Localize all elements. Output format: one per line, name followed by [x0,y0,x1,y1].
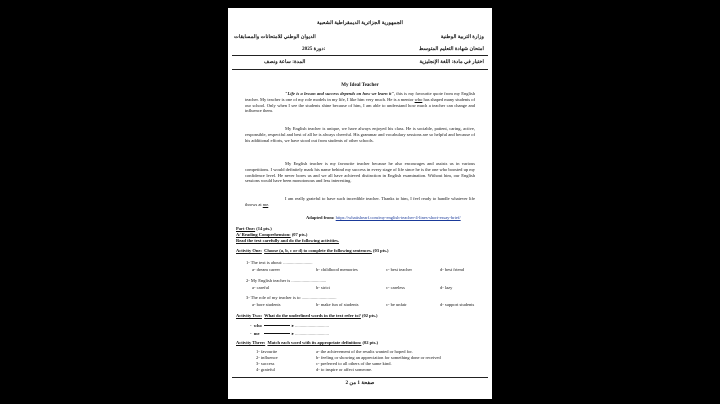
arrow-icon [264,333,290,334]
activity-two-points: (02 pts.) [361,313,378,318]
arrow-icon [264,325,290,326]
section-a-points: (07 pts.) [291,232,308,237]
source [306,215,461,220]
question-3 [246,295,337,300]
q3-option-b: b- make fun of students [316,302,359,307]
match-word-4: 4- grateful [256,367,275,372]
activity-three-heading [236,340,378,345]
match-word-1: 1- favourite [256,349,278,354]
quote: "Life is a lesson and success depends on how we learn it" [285,91,394,96]
match-word-2: 2- influence [256,355,278,360]
exam-page [228,8,492,399]
reference-answer: .............................. [295,331,329,336]
q2-option-b: b- strict [316,285,330,290]
exam-subject: اختبار في مادة: اللغة الإنجليزية [419,59,484,65]
session-year: 2025 [302,46,313,52]
reading-comprehension-heading [236,232,307,237]
page-number: صفحة 1 من 2 [345,380,375,386]
activity-three-points: (02 pts.) [362,340,378,345]
question-stem: The text is about: .......................... [250,260,313,265]
question-number: 1- [246,260,250,265]
reference-answer: .............................. [295,323,329,328]
q1-option-d: d- best friend [440,267,464,272]
match-definition-c: c- preferred to all others of the same kind. [316,361,392,366]
q2-option-c: c- careless [386,285,405,290]
underlined-me: me [262,201,269,207]
footer-divider [232,377,488,378]
question-number: 2- [246,278,250,283]
source-link[interactable]: https://whatishearf.com/my-english-teacher-4-lines-short-essay-brief/ [335,215,461,220]
session-label [302,46,325,52]
exam-office: الديوان الوطني للامتحانات والمسابقات [234,34,316,40]
match-word-3: 3- success [256,361,275,366]
p2-text: My English teacher is unique, we have always enjoyed his class. He is sociable, patient, caring, active, responsible, respectful and best of all he is always cheerful. His grammar and vocabulary sessions are so helpful and because of his additional efforts, we have stood out from students of other schools. [245,126,475,143]
activity-two-instruction: What do the underlined words in the text refer to? [264,313,361,318]
exam-duration: المدة: ساعة ونصف [264,59,306,65]
q3-option-d: d- support students [440,302,475,307]
p1-text: , this is my favourite quote from my English teacher. My teacher is one of my role models in my life, I like him very much. He is a mentor who has shaped many students of our school. Only when I see the students shine because of him, I am able to understand how much a teacher can change and influence them. [245,91,475,114]
reference-word: me [253,331,260,336]
section-a-label: A/ Reading Comprehension: [236,232,291,237]
activity-one-heading [236,248,389,253]
reference-item-me: - me ▸ .............................. [250,331,329,336]
paragraph-1 [245,91,475,114]
reference-word: who [253,323,262,328]
ministry-name: وزارة التربية الوطنية [440,34,484,40]
p4-text: I am really grateful to have such incredible teacher. Thanks to him, I feel ready to handle whatever life throws at [245,196,475,207]
p3-text: My English teacher is my favourite teacher because he also encourages and assists us in various competitions. I would definitely mark his name behind my success in every stage of life since he is the one who boosted up my confidence level. He never bores us and we all have achieved distinction in English examination. Without him, our English sessions would have been monotonous and less interesting. [245,161,475,184]
q3-option-a: a- bore students [252,302,281,307]
part-one-heading [236,226,272,231]
part-one-label: Part One: [236,226,256,231]
paragraph-3 [245,161,475,184]
header-divider-2 [232,69,488,70]
activity-three-label: Activity Three: [236,340,266,345]
question-stem: The role of my teacher is to ............................... [250,295,337,300]
match-definition-a: a- the achievement of the results wanted or hoped for. [316,349,413,354]
question-1 [246,260,313,265]
paragraph-2 [245,126,475,143]
activity-two-heading [236,313,377,318]
question-2 [246,278,326,283]
match-definition-b: b- feeling or showing an appreciation for something done or received [316,355,441,360]
activity-three-instruction: Match each word with its appropriate definition: [267,340,362,345]
activity-one-label: Activity One: [236,248,262,253]
session-word: دورة: [313,46,326,52]
exam-name: امتحان شهادة التعليم المتوسط [418,46,484,52]
source-label: Adapted from: [306,215,335,220]
republic-name: الجمهورية الجزائرية الديمقراطية الشعبية [317,20,403,26]
text-title: My Ideal Teacher [341,83,379,88]
q1-option-c: c- best teacher [386,267,412,272]
q1-option-b: b- childhood memories [316,267,358,272]
match-definition-d: d- to inspire or affect someone. [316,367,373,372]
reading-instruction: Read the text carefully and do the following activities. [236,238,340,243]
reference-item-who: - who ▸ .............................. [250,323,329,328]
underlined-who: who [414,96,423,102]
paragraph-4: I am really grateful to have such incredible teacher. Thanks to him, I feel ready to handle whatever life throws at me. [245,196,475,207]
activity-one-instruction: Choose (a, b, c or d) to complete the following sentences. [264,248,372,253]
activity-two-label: Activity Two: [236,313,262,318]
header-divider [232,55,488,56]
q1-option-a: a- dream career [252,267,280,272]
question-number: 3- [246,295,250,300]
activity-one-points: (03 pts.) [373,248,389,253]
q2-option-d: d- lazy [440,285,453,290]
q3-option-c: c- be unfair [386,302,407,307]
part-one-points: (14 pts.) [256,226,272,231]
question-stem: My English teacher is ............................... [250,278,327,283]
q2-option-a: a- careful [252,285,270,290]
